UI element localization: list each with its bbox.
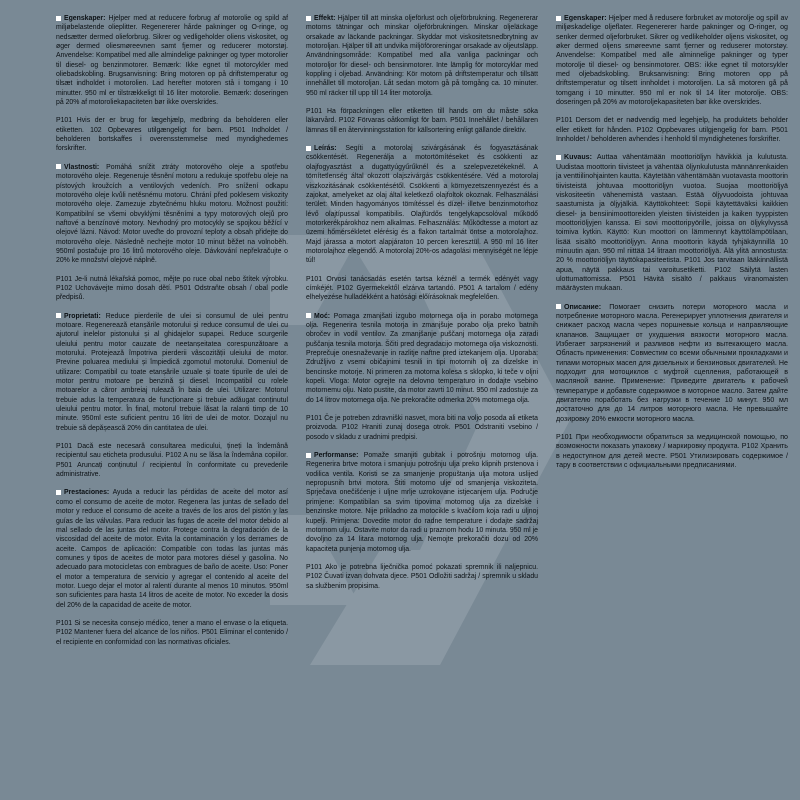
section-heading: Proprietati:: [64, 312, 101, 320]
bullet-marker-icon: [56, 164, 61, 169]
section-text: Auttaa vähentämään moottoriöljyn hävikkiä ja kulutusta. Uudistaa moottorin tiivisteet ja vähentää öljynkulutusta männänrenkaiden ja venttiilinohjainten kautta. Käytetään vähentämään vuotavasta moottorin tiivisteistä johtuvaa moottoriöljyn vuotoa. Suojaa moottoriöljyä viskositeetin vähenemistä vastaan. Estää öljyvuodoista johtuvaa saastumista ja öljyjälkiä. Käyttökohteet: Sopii käytettäväksi kaikkien diesel- ja bensiinimoottoreiden yleisten tiivisteiden ja kaiken tyyppisten moottoriöljyjen kanssa. Ei sovi moottoripyörille, joissa on öljykylvyssä toimiva kytkin. Käyttö: Kun moottori on lämmennyt käyttölämpötilaan, lisää sisältö moottoriöljyyn. Anna moottorin käydä tyhjäkäynnillä 10 minuutin ajan. 950 ml riittää 14 litraan moottoriöljyä. Älä ylitä annostusta: 20 % moottoriöljyn täyttökapasiteetista. P101 Jos tarvitaan lääkinnällistä apua, näytä pakkaus tai varoitusetiketti. P102 Säilytä lasten ulottumattomissa. P501 Hävitä sisältö / pakkaus viranomaisten määräysten mukaan.: [556, 153, 788, 293]
section-text: Hjälper till att minska oljeförlust och oljeförbrukning. Regenererar motorns tätningar och minskar oljeförbrukningen. Minskar oljeläckage orsakade av läckande packningar. Skyddar mot viskositetsnedbrytning av motoroljan. Hjälper till att undvika miljöföroreningar orsakade av oljeutsläpp. Användningsområde: Kompatibel med alla vanliga packningar och motoroljor för diesel- och bensinmotorer. Inte lämplig för motorcyklar med koppling i oljebad. Användning: Kör motorn på driftstemperatur och tillsätt innehållet till motoroljan. Låt sedan motorn gå på tomgång ca. 10 minuter. 950 ml räcker till upp till 14 liter motorolja.: [306, 15, 538, 97]
section-text: Hjelper med å redusere forbruket av motorolje og spill av miljøskadelige oljeflater. Regenererer harde pakninger og O-ringer, og senker dermed oljeforbruket. Sikrer og vedlikeholder oljens viskositet, og øker dermed oljens smøreevne samt fjerner og reduserer motorstøy. Anvendelse: Kompatibel med alle alminnelige pakninger og typer motorolje til diesel- og bensinmotorer. OBS: ikke egnet til motorsykler med oljebadskobling. Bruksanvisning: Bring motoren opp på driftstemperatur og tilsett innholdet i motoroljen. La så motoren gå på tomgang i 10 minutter. 950 ml er nok til 14 liter motorolje. OBS: doseringen på 20% av motoroljekapasiteten bør ikke overskrides.: [556, 14, 788, 107]
section-text: Помогает снизить потери моторного масла и потребление моторного масла. Регенерирует уплотнения двигателя и снижает расход масла через поршневые кольца и направляющие клапанов. Защищает от ухудшения вязкости моторного масла. Избегает загрязнений и разливов нефти из вытекающего масла. Область применения: Совместим со всеми обычными прокладками и типами моторных масел для дизельных и бензиновых двигателей. Не подходит для мотоциклов с муфтой сцепления, работающей в масляной ванне. Применение: Приведите двигатель к рабочей температуре и добавьте содержимое в моторное масло. Затем дайте двигателю поработать без нагрузки в течение 10 минут. 950 мл достаточно для до 14 литров моторного масла. Не превышайте дозировку 20% емкости моторного масла.: [556, 302, 788, 423]
bullet-marker-icon: [556, 16, 561, 21]
hazard-statement-block: [306, 414, 538, 442]
bullet-marker-icon: [306, 313, 311, 318]
section-block: [56, 312, 288, 433]
bullet-marker-icon: [556, 304, 561, 309]
hazard-statement-block: [56, 116, 288, 153]
section-text: Segíti a motorolaj szivárgásának és fogyasztásának csökkentését. Regenerálja a motortömítéseket és csökkenti az olajfogyasztást a dugattyúgyűrűknél és a szelepvezetékeknél. A tömítetlenség által okozott olajszivárgás csökkentésére. Véd a motorolaj viszkozitásának csökkentésétől. Csökkenti a környezetszennyezést és a zajokat, amelyeket az olaj által keletkező olajfoltok okoznak. Felhasználási terület: Minden hagyományos tömítéssel és dízel- illetve benzinmotorhoz lévő olajtípussal kompatibilis. Olajfürdős tengelykapcsolóval működő motorkerékpárokhoz nem alkalmas. Felhasználás: Működtesse a motort az üzemi hőmérsékletet elérésig és a flakon tartalmát öntse a motorolajhoz. Majd járassa a motort alapjáraton 10 percen keresztül. A 950 ml 16 liter motorolajhoz elegendő. A motorolaj 20%-os adagolási mennyiségét ne lépje túl!: [306, 145, 538, 265]
hazard-statement-block: [306, 563, 538, 591]
section-heading: Leírás:: [314, 145, 337, 153]
section-block: [306, 312, 538, 405]
text-column-2: [306, 14, 538, 794]
section-heading: Egenskaper:: [64, 15, 106, 22]
section-heading: Kuvaus:: [564, 153, 592, 162]
bullet-marker-icon: [306, 453, 311, 458]
section-text: P101 Dersom det er nødvendig med legehjelp, ha produktets beholder eller etikett for hånden. P102 Oppbevares utilgjengelig for barn. P501 Innholdet / beholderen avhendes i henhold til myndighetenes forskrifter.: [556, 116, 788, 144]
section-text: Pomaga zmanjšati izgubo motornega olja in porabo motornega olja. Regenerira tesnila motorja in zmanjšuje porabo olja preko batnih obročev in vodil ventilov. Za zmanjšanje puščanj motornega olja zaradi puščanja tesnila motorja. Ščiti pred degradacijo motornega olja viskoznosti. Preprečuje onesnaževanje in razlitje naftne pred iztekanjem olja. Uporaba: Združljivo z vsemi običajnimi tesnili in tipi motornih olj za dizelske in bencinske motorje. Ni primeren za motorna kolesa s sklopko, ki teče v oljni kopeli. Vloga: Motor ogrejte na delovno temperaturo in dodajte vsebino motornemu olju. Nato pustite, da motor zavrti 10 minut. 950 ml zadostuje za do 14 litrov motornega olja. Ne prekoračite odmerka 20% motornega olja.: [306, 312, 538, 404]
section-heading: Prestaciones:: [64, 489, 110, 497]
section-text: P101 Če je potreben zdravniški nasvet, mora biti na voljo posoda ali etiketa proizvoda. P102 Hraniti zunaj dosega otrok. P501 Odstraniti vsebino / posodo v skladu z uradnimi predpisi.: [306, 415, 538, 441]
section-heading: Effekt:: [314, 15, 336, 22]
hazard-statement-block: [56, 442, 288, 479]
section-block: [306, 144, 538, 265]
section-block: [556, 14, 788, 107]
section-heading: Vlastnosti:: [64, 163, 100, 171]
section-block: [556, 153, 788, 293]
section-text: Ayuda a reducir las pérdidas de aceite del motor así como el consumo de aceite de motor. Regenera las juntas de sellado del motor y reduce el consumo de aceite a través de los aros del pistón y las guías de las válvulas. Para reducir las fugas de aceite del motor debido al mal sellado de las juntas del motor. Protege contra la degradación de la viscosidad del aceite de motor. Evita la contaminación y los derrames de aceite. Campos de aplicación: Compatible con todas las juntas más comunes y tipos de aceites de motor para motores diésel y gasolina. No adecuado para motocicletas con embragues de baño de aceite. Uso: Poner el motor a temperatura de servicio y agregar el contenido al aceite del motor. Luego dejar el motor al ralentí durante al menos 10 minutos. 950ml son suficientes para hasta 14 litros de aceite de motor. No exceder la dosis del 20% de la capacidad de aceite de motor.: [56, 489, 288, 609]
bullet-marker-icon: [56, 490, 61, 495]
section-text: P101 При необходимости обратиться за медицинской помощью, по возможности показать упаковку / маркировку продукта. P102 Хранить в недоступном для детей месте. P501 Утилизировать содержимое / тару в соответствии с официальными предписаниями.: [556, 433, 788, 470]
leaflet-page: [56, 14, 788, 794]
bullet-marker-icon: [556, 155, 561, 160]
section-block: [56, 488, 288, 609]
hazard-statement-block: [56, 275, 288, 303]
hazard-statement-block: [556, 116, 788, 144]
section-text: P101 Ha förpackningen eller etiketten till hands om du måste söka läkarvård. P102 Förvaras oåtkomligt för barn. P501 Innehållet / behållaren lämnas till en återvinningsstation för källsortering enligt gällande direktiv.: [306, 108, 538, 134]
section-text: P101 Ako je potrebna liječnička pomoć pokazati spremnik ili naljepnicu. P102 Čuvati izvan dohvata djece. P501 Odložiti sadržaj / spremnik u skladu sa službenim propisima.: [306, 563, 538, 590]
section-block: [306, 451, 538, 554]
hazard-statement-block: [556, 433, 788, 470]
section-text: Pomaže smanjiti gubitak i potrošnju motornog ulja. Regenerira brtve motora i smanjuju potrošnju ulja preko klipnih prstenova i vodilica ventila. Koristi se za smanjenje propuštanja ulja motora uslijed nepropusnih brtvi motora. Štiti motorno ulje od smanjenja viskoziteta. Sprječava onečišćenje i uljne mrlje uzrokovane istjecanjem ulja. Područje primjene: Kompatibilan sa svim tipovima motornog ulja za dizelske i benzinske motore. Nije prikladno za motocikle s kvačilom koja radi u uljnoj kupelji. Primjena: Dovedite motor do radne temperature i dodajte sadržaj motornom ulju. Ostavite motor da radi u praznom hodu 10 minuta. 950 ml je dovoljno za 14 litara motornog ulja. Nemojte prekoračiti dozu od 20% kapaciteta punjenja motornog ulja.: [306, 452, 538, 553]
section-block: [56, 163, 288, 266]
section-text: Pomáhá snížit ztráty motorového oleje a spotřebu motorového oleje. Regeneruje těsnění motoru a redukuje spotřebu oleje na pístových kroužcích a ventilových vedeních. Pro snížení odkapu motorového oleje kvůli netěsnému motoru. Chrání před poklesem viskozity motorového oleje. Zamezuje zbytečnému hluku motoru. Možnost použití: Kompatibilní se všemi obvyklými těsněními a typy motorových olejů pro naftové a benzínové motory. Nevhodný pro motocykly se spojkou běžící v olejové lázni. Návod: Motor uveďte do provozní teploty a obsah přidejte do motorového oleje. Následně nechejte motor 10 minut běžet na volnoběh. 950ml postačuje pro 16 litrů motorového oleje. Dávkování nepřekračujte o 20% ke množství olejové náplně.: [56, 163, 288, 265]
section-heading: Performanse:: [314, 452, 359, 460]
bullet-marker-icon: [56, 16, 61, 21]
bullet-marker-icon: [306, 146, 311, 151]
section-text: P101 Hvis der er brug for lægehjælp, medbring da beholderen eller etiketten. 102 Opbevares utilgængeligt for børn. P501 Indholdet / beholderen bortskaffes i overensstemmelse med myndighedernes forskrifter.: [56, 117, 288, 153]
section-text: Hjelper med at reducere forbrug af motorolie og spild af miljøbelastende olieplitter. Regenererer hårde pakninger og O-ringe, og nedsætter dermed olieforbrug. Sikrer og vedligeholder oliens viskositet, og øger dermed oliesmøreevnen samt fjerner og reducerer motorstøj. Anvendelse: Kompatibel med alle almindelige pakninger og typer motorolier til diesel- og benzinmotorer. Bemærk: Ikke egnet til motorcykler med oliebadskobling. Brugsanvisning: Bring motoren op på driftstemperatur og tilsæt indholdet i motorolien. Lad herefter motoren stå i tomgang i 10 minutter. 950 ml er tilstrækkeligt til 16 liter motorolie. Bemærk: doseringen på 20% af motoroliekapaciteten bør ikke overskrides.: [56, 15, 288, 107]
text-column-1: [56, 14, 288, 794]
text-column-3: [556, 14, 788, 794]
bullet-marker-icon: [56, 313, 61, 318]
section-text: P101 Dacă este necesară consultarea medicului, țineți la îndemână recipientul sau eticheta produsului. P102 A nu se lăsa la îndemâna copiilor. P501 Aruncați conținutul / recipientul în conformitate cu prevederile administrative.: [56, 443, 288, 479]
section-heading: Описание:: [564, 302, 602, 311]
section-text: P101 Orvosi tanácsadás esetén tartsa kéznél a termék edényét vagy címkéjét. P102 Gyermekektől elzárva tartandó. P501 A tartalom / edény elhelyezése hulladékként a hatósági előírásoknak megfelelően.: [306, 275, 538, 302]
hazard-statement-block: [306, 107, 538, 135]
section-text: Reduce pierderile de ulei si consumul de ulei pentru motoare. Regenerează etanșările motorului și reduce consumul de ulei cu ajutorul inelelor pistonului și al ghidajelor supapei. Reduce scurgerile uleiului pentru motor cauzate de neetanșeitatea corespunzătoare a motorului. Protejează împotriva pierderii vâscozității uleiului de motor. Previne poluarea mediului și împiedică zgomotul motorului. Domeniul de utilizare: Compatibil cu toate etanșările uzuale și toate tipurile de ulei de motor pentru motoare pe benzină și diesel. Incompatibil cu rolele motoarelor a căror ambreiaj rulează în baia de ulei. Utilizare: Motorul trebuie adus la temperatura de funcționare și trebuie adăugat conținutul uleiului pentru motor. În final, motorul trebuie lăsat la ralanti timp de 10 minute. 950ml este suficient pentru 16 litri de ulei de motor. Dozajul nu trebuie să depășească 20% din cantitatea de ulei.: [56, 312, 288, 432]
section-block: [556, 303, 788, 424]
section-block: [306, 14, 538, 98]
bullet-marker-icon: [306, 16, 311, 21]
section-text: P101 Si se necesita consejo médico, tener a mano el envase o la etiqueta. P102 Mantener fuera del alcance de los niños. P501 Eliminar el contenido / el recipiente en conformidad con las normativas oficiales.: [56, 619, 288, 646]
section-text: P101 Je-li nutná lékařská pomoc, mějte po ruce obal nebo štítek výrobku. P102 Uchovávejte mimo dosah dětí. P501 Odstraňte obsah / obal podle předpisů.: [56, 275, 288, 302]
hazard-statement-block: [306, 275, 538, 303]
section-block: [56, 14, 288, 107]
hazard-statement-block: [56, 619, 288, 647]
section-heading: Egenskaper:: [564, 14, 607, 22]
section-heading: Moć:: [314, 312, 331, 320]
